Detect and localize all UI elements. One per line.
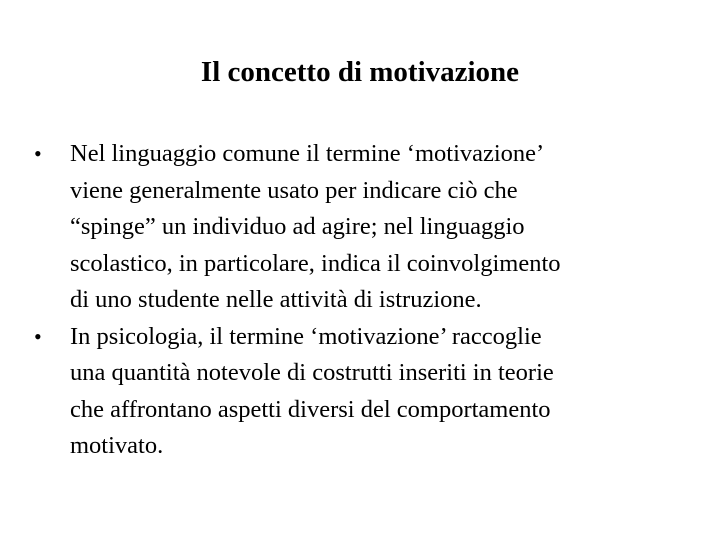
- bullet-marker: •: [34, 323, 42, 349]
- bullet-marker: •: [34, 141, 42, 166]
- bullet-line: Nel linguaggio comune il termine ‘motivazione’: [70, 140, 545, 167]
- bullet-line: di uno studente nelle attività di istruzione.: [70, 286, 482, 313]
- bullet-line: una quantità notevole di costrutti inseriti in teorie: [70, 359, 554, 386]
- bullet-line: scolastico, in particolare, indica il coinvolgimento: [70, 249, 561, 277]
- bullet-item-psychology: [34, 319, 684, 465]
- bullet-line: motivato.: [70, 432, 164, 459]
- bullet-line: viene generalmente usato per indicare ciò che: [70, 176, 518, 204]
- bullet-line: “spinge” un individuo ad agire; nel linguaggio: [70, 213, 525, 240]
- bullet-line: che affrontano aspetti diversi del comportamento: [70, 395, 551, 423]
- bullet-item-definition: [34, 136, 684, 319]
- bullet-list: [34, 136, 684, 465]
- bullet-line: In psicologia, il termine ‘motivazione’ raccoglie: [70, 322, 542, 350]
- slide-title: Il concetto di motivazione: [200, 56, 520, 88]
